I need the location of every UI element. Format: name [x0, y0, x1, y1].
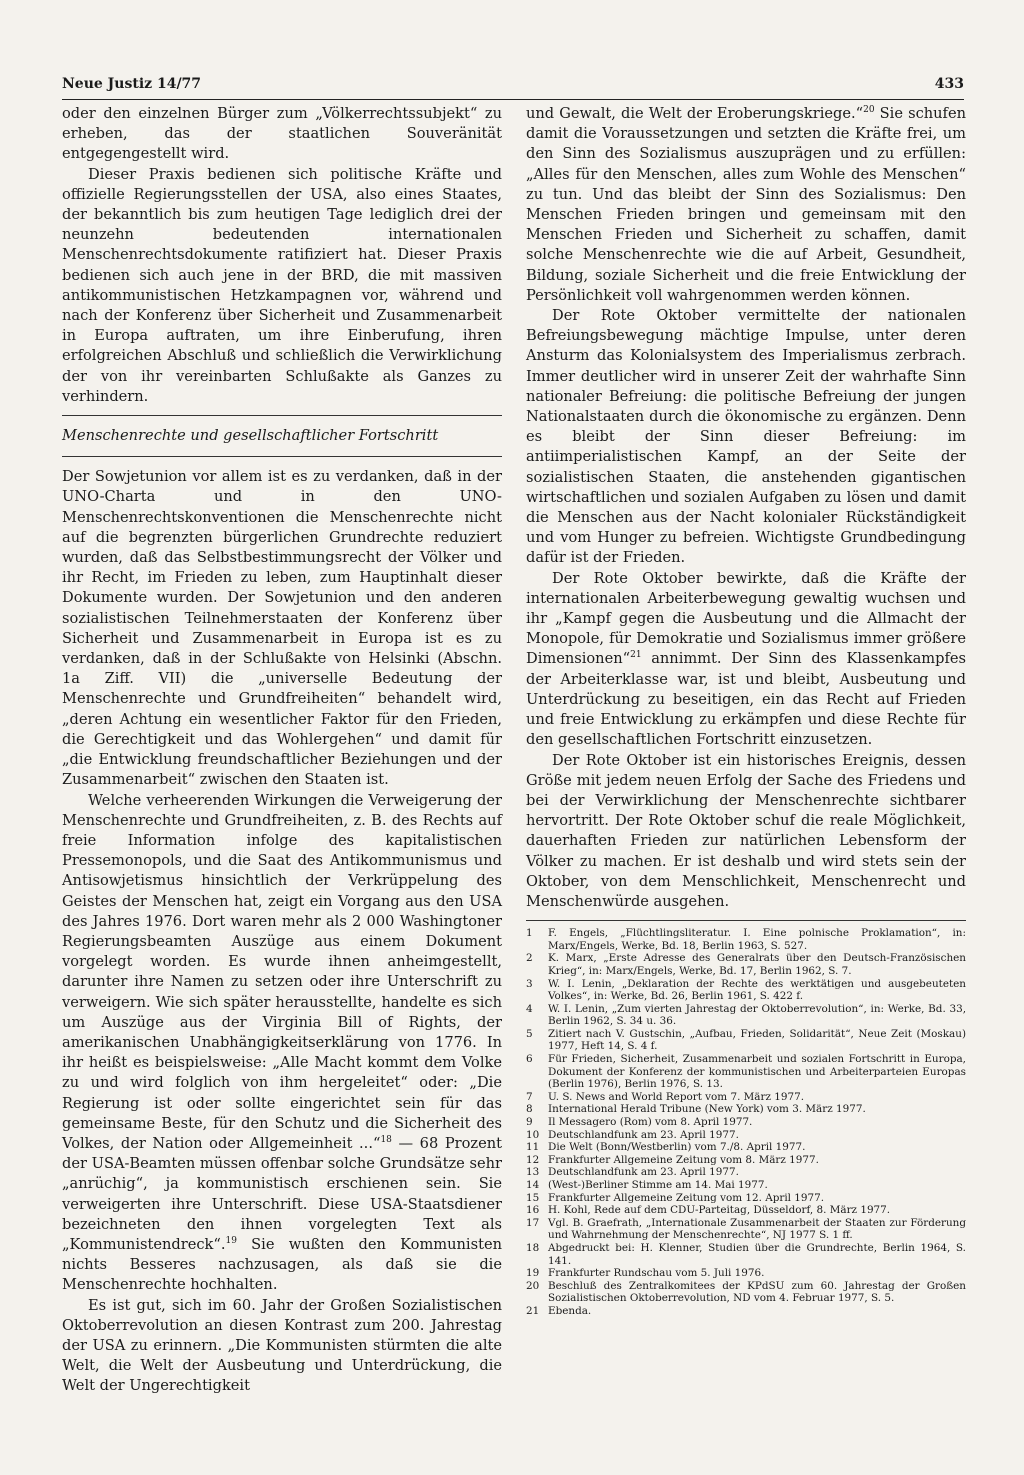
- footnote-number: 11: [526, 1141, 540, 1154]
- footnote-number: 2: [526, 952, 533, 965]
- footnote-number: 14: [526, 1179, 540, 1191]
- footnote: [526, 978, 966, 1003]
- left-column: [62, 104, 502, 1397]
- section-rule: [62, 456, 502, 457]
- text-run: Sie schufen damit die Voraussetzungen und setzten die Kräfte frei, um den Sinn des Sozialismus auszuprägen und zu erfüllen: „Alles für den Menschen, alles zum Wohle des Menschen“ zu tun. Und das bleibt der Sinn des Sozialismus: Den Menschen Frieden bringen und gemeinsam mit den Menschen Frieden und Sicherheit zu schaffen, damit solche Menschenrechte wie die auf Arbeit, Gesundheit, Bildung, soziale Sicherheit und die freie Entwicklung der Persönlichkeit voll wahrgenommen werden können.: [526, 105, 966, 304]
- text-run: Sie wußten den Kommunisten nichts Besseres nachzusagen, als daß sie die Menschenrechte hochhalten.: [62, 1235, 502, 1294]
- text-run: — 68 Prozent der USA-Beamten müssen offenbar solche Grundsätze sehr „anrüchig“, ja kommunistisch erschienen sein. Sie verweigerten ihre Unterschrift. Diese USA-Staatsdiener bezeichneten den ihnen vorgelegten Text als „Kommunistendreck“.: [62, 1134, 502, 1253]
- footnote-ref: 19: [225, 1236, 237, 1247]
- footnote-number: 5: [526, 1027, 533, 1040]
- footnote-text: Für Frieden, Sicherheit, Zusammenarbeit und sozialen Fortschritt in Europa, Dokument der Konferenz der kommunistischen und Arbeiterparteien Europas (Berlin 1976), Berlin 1976, S. 13.: [548, 1053, 966, 1091]
- footnote: [526, 1028, 966, 1053]
- footnote-number: 20: [526, 1279, 540, 1292]
- footnote-number: 12: [526, 1153, 540, 1166]
- paragraph: [62, 791, 502, 1296]
- paragraph: oder den einzelnen Bürger zum „Völkerrechtssubjekt“ zu erheben, das der staatlichen Souveränität entgegengestellt wird.: [62, 105, 502, 163]
- footnote-number: 1: [526, 927, 533, 940]
- footnote-number: 18: [526, 1241, 540, 1254]
- footnote-ref: 18: [380, 1135, 392, 1146]
- footnote-ref: 21: [630, 650, 642, 661]
- header-rule: [62, 99, 964, 100]
- footnote-text: Vgl. B. Graefrath, „Internationale Zusammenarbeit der Staaten zur Förderung und Wahrnehmung der Menschenrechte“, NJ 1977 S. 1 ff.: [548, 1216, 966, 1242]
- footnote-number: 4: [526, 1002, 533, 1015]
- footnote: [526, 1154, 966, 1167]
- footnote-rule: [526, 920, 966, 921]
- footnote: [526, 1217, 966, 1242]
- footnote: [526, 1103, 966, 1116]
- footnote: [526, 1204, 966, 1217]
- footnote-text: Die Welt (Bonn/Westberlin) vom 7./8. April 1977.: [548, 1141, 806, 1154]
- text-run: Welche verheerenden Wirkungen die Verweigerung der Menschenrechte und Grundfreiheiten, z. B. des Rechts auf freie Information infolge des kapitalistischen Pressemonopols, und die Saat des Antikommunismus und Antisowjetismus hinsichtlich der Verkrüppelung des Geistes der Menschen hat, zeigt ein Vorgang aus den USA des Jahres 1976. Dort waren mehr als 2 000 Washingtoner Regierungsbeamten Auszüge aus einem Dokument vorgelegt worden. Es wurde ihnen anheimgestellt, darunter ihre Namen zu setzen oder ihre Unterschrift zu verweigern. Wie sich später herausstellte, handelte es sich um Auszüge aus der Virginia Bill of Rights, der amerikanischen Unabhängigkeitserklärung von 1776. In ihr heißt es beispielsweise: „Alle Macht kommt dem Volke zu und wird folglich von ihm hergeleitet“ oder: „Die Regierung ist oder sollte eingerichtet sein für das gemeinsame Beste, für den Schutz und die Sicherheit des Volkes, der Nation oder Allgemeinheit ...“: [62, 791, 502, 1152]
- section-rule: [62, 415, 502, 416]
- footnotes-list: [526, 927, 966, 1317]
- text-run: und Gewalt, die Welt der Eroberungskriege.“: [526, 105, 864, 122]
- paragraph: Der Rote Oktober ist ein historisches Ereignis, dessen Größe mit jedem neuen Erfolg der Sache des Friedens und bei der Verwirklichung der Menschenrechte sichtbarer hervortritt. Der Rote Oktober schuf die reale Möglichkeit, dauerhaften Frieden zur natürlichen Lebensform der Völker zu machen. Er ist deshalb und wird stets sein der Oktober, von dem Menschlichkeit, Menschenrecht und Menschenwürde ausgehen.: [526, 751, 966, 910]
- footnote-text: K. Marx, „Erste Adresse des Generalrats über den Deutsch-Französischen Krieg“, in: Marx/Engels, Werke, Bd. 17, Berlin 1962, S. 7.: [548, 952, 966, 977]
- page-number: 433: [934, 76, 964, 92]
- footnote-text: International Herald Tribune (New York) vom 3. März 1977.: [548, 1103, 866, 1116]
- footnote: [526, 1166, 966, 1179]
- footnote: [526, 1091, 966, 1104]
- journal-issue: Neue Justiz 14/77: [62, 76, 202, 92]
- running-header: [62, 74, 964, 96]
- footnote: [526, 927, 966, 952]
- footnote-number: 19: [526, 1267, 540, 1280]
- footnote: [526, 1267, 966, 1280]
- footnote-number: 17: [526, 1216, 540, 1229]
- footnote-number: 13: [526, 1166, 540, 1179]
- footnote: [526, 1242, 966, 1267]
- footnote-text: Deutschlandfunk am 23. April 1977.: [548, 1128, 739, 1141]
- right-column: [526, 104, 966, 1318]
- footnote-text: Ebenda.: [548, 1304, 592, 1317]
- footnote-text: H. Kohl, Rede auf dem CDU-Parteitag, Düsseldorf, 8. März 1977.: [548, 1204, 891, 1217]
- footnote-text: Frankfurter Allgemeine Zeitung vom 12. April 1977.: [548, 1191, 825, 1204]
- footnote: [526, 1116, 966, 1129]
- footnote-number: 7: [526, 1090, 533, 1103]
- footnote-number: 8: [526, 1103, 533, 1116]
- footnote-number: 3: [526, 977, 533, 990]
- footnote-text: F. Engels, „Flüchtlingsliteratur. I. Eine polnische Proklamation“, in: Marx/Engels, Werke, Bd. 18, Berlin 1963, S. 527.: [548, 927, 966, 952]
- footnote-text: Frankfurter Allgemeine Zeitung vom 8. März 1977.: [548, 1153, 819, 1166]
- paragraph: Der Rote Oktober vermittelte der nationalen Befreiungsbewegung mächtige Impulse, unter deren Ansturm das Kolonialsystem des Imperialismus zerbrach. Immer deutlicher wird in unserer Zeit der wahrhafte Sinn nationaler Befreiung: die politische Befreiung der jungen Nationalstaaten durch die ökonomische zu ergänzen. Denn es bleibt der Sinn dieser Befreiung: im antiimperialistischen Kampf, an der Seite der sozialistischen Staaten, die anstehenden gigantischen wirtschaftlichen und sozialen Aufgaben zu lösen und damit die Menschen aus der Nacht kolonialer Rückständigkeit und vom Hunger zu befreien. Wichtigste Grundbedingung dafür ist der Frieden.: [526, 307, 966, 567]
- footnote: [526, 1192, 966, 1205]
- footnote: [526, 1179, 966, 1192]
- paragraph: Der Sowjetunion vor allem ist es zu verdanken, daß in der UNO-Charta und in den UNO-Menschenrechtskonventionen die Menschenrechte nicht auf die begrenzten bürgerlichen Grundrechte reduziert wurden, daß das Selbstbestimmungsrecht der Völker und ihr Recht, im Frieden zu leben, zum Hauptinhalt dieser Dokumente wurden. Der Sowjetunion und den anderen sozialistischen Teilnehmerstaaten der Konferenz über Sicherheit und Zusammenarbeit in Europa ist es zu verdanken, daß in der Schlußakte von Helsinki (Abschn. 1a Ziff. VII) die „universelle Bedeutung der Menschenrechte und Grundfreiheiten“ behandelt wird, „deren Achtung ein wesentlicher Faktor für den Frieden, die Gerechtigkeit und das Wohlergehen“ und damit für „die Entwicklung freundschaftlicher Beziehungen und der Zusammenarbeit“ zwischen den Staaten ist.: [62, 468, 502, 789]
- footnote: [526, 1280, 966, 1305]
- footnote-number: 16: [526, 1204, 540, 1217]
- footnote-text: Beschluß des Zentralkomitees der KPdSU zum 60. Jahrestag der Großen Sozialistischen Oktoberrevolution, ND vom 4. Februar 1977, S. 5.: [548, 1279, 966, 1305]
- footnote-number: 21: [526, 1304, 540, 1317]
- paragraph: Dieser Praxis bedienen sich politische Kräfte und offizielle Regierungsstellen der USA, also eines Staates, der bekanntlich bis zum heutigen Tage lediglich drei der neunzehn bedeutenden internationalen Menschenrechtsdokumente ratifiziert hat. Dieser Praxis bedienen sich auch jene in der BRD, die mit massiven antikommunistischen Hetzkampagnen vor, während und nach der Konferenz über Sicherheit und Zusammenarbeit in Europa auftraten, um ihre Einberufung, ihren erfolgreichen Abschluß und schließlich die Verwirklichung der von ihr vereinbarten Schlußakte als Ganzes zu verhindern.: [62, 165, 502, 405]
- paragraph: [526, 104, 966, 306]
- footnote-text: (West-)Berliner Stimme am 14. Mai 1977.: [548, 1179, 768, 1191]
- footnote-number: 9: [526, 1116, 533, 1129]
- paragraph: Es ist gut, sich im 60. Jahr der Großen Sozialistischen Oktoberrevolution an diesen Kontrast zum 200. Jahrestag der USA zu erinnern. „Die Kommunisten stürmten die alte Welt, die Welt der Ausbeutung und Unterdrückung, die Welt der Ungerechtigkeit: [62, 1296, 502, 1395]
- footnote-number: 15: [526, 1191, 540, 1204]
- text-run: annimmt. Der Sinn des Klassenkampfes der Arbeiterklasse war, ist und bleibt, Ausbeutung und Unterdrückung zu beseitigen, ein das Recht auf Frieden und freie Entwicklung zu erkämpfen und diese Rechte für den gesellschaftlichen Fortschritt einzusetzen.: [526, 650, 966, 749]
- footnote-text: Frankfurter Rundschau vom 5. Juli 1976.: [548, 1267, 765, 1280]
- footnote-text: U. S. News and World Report vom 7. März 1977.: [548, 1090, 804, 1103]
- footnote: [526, 1305, 966, 1318]
- footnote-text: W. I. Lenin, „Zum vierten Jahrestag der Oktoberrevolution“, in: Werke, Bd. 33, Berlin 1962, S. 34 u. 36.: [548, 1002, 966, 1028]
- footnote-text: Zitiert nach V. Gustschin, „Aufbau, Frieden, Solidarität“, Neue Zeit (Moskau) 1977, Heft 14, S. 4 f.: [548, 1027, 966, 1053]
- footnote: [526, 1053, 966, 1091]
- section-heading: Menschenrechte und gesellschaftlicher Fortschritt: [62, 427, 439, 445]
- footnote: [526, 1003, 966, 1028]
- footnote-ref: 20: [863, 105, 875, 116]
- footnote: [526, 952, 966, 977]
- text-run: Der Rote Oktober bewirkte, daß die Kräfte der internationalen Arbeiterbewegung gewaltig wuchsen und ihr „Kampf gegen die Ausbeutung und die Allmacht der Monopole, für Demokratie und Sozialismus immer größere Dimensionen“: [526, 569, 966, 668]
- footnote-text: W. I. Lenin, „Deklaration der Rechte des werktätigen und ausgebeuteten Volkes“, in: Werke, Bd. 26, Berlin 1961, S. 422 f.: [548, 977, 966, 1003]
- footnote-text: Il Messagero (Rom) vom 8. April 1977.: [548, 1116, 753, 1129]
- footnote-number: 6: [526, 1053, 533, 1066]
- footnote-number: 10: [526, 1128, 540, 1141]
- paragraph: [526, 569, 966, 751]
- footnote-text: Deutschlandfunk am 23. April 1977.: [548, 1166, 739, 1179]
- footnote: [526, 1141, 966, 1154]
- footnote: [526, 1129, 966, 1142]
- footnote-text: Abgedruckt bei: H. Klenner, Studien über die Grundrechte, Berlin 1964, S. 141.: [548, 1241, 966, 1267]
